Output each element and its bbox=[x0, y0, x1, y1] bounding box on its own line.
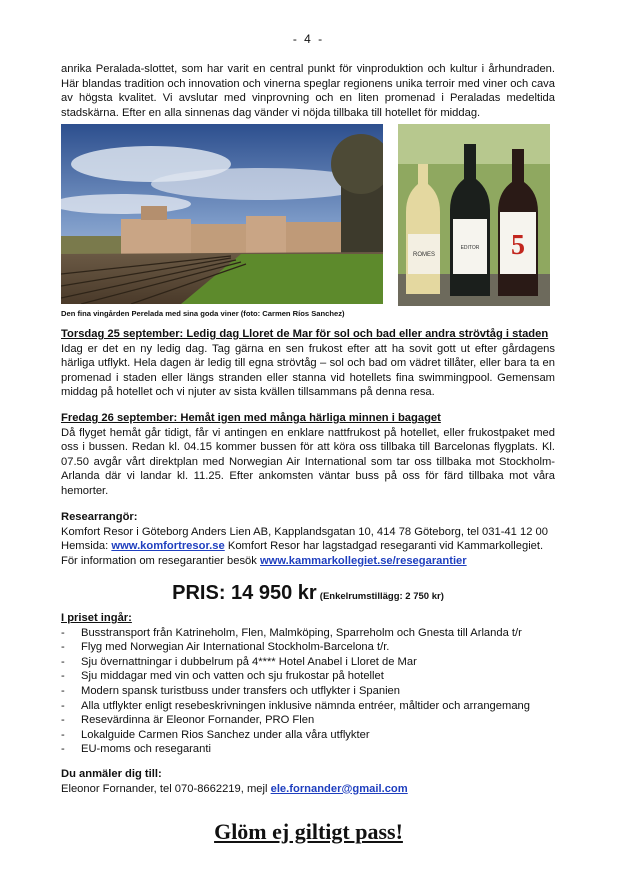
info-label: För information om resegarantier besök bbox=[61, 554, 260, 567]
vineyard-photo bbox=[61, 124, 383, 304]
organizer-section bbox=[61, 510, 555, 568]
wine-label-3: 5 bbox=[511, 230, 525, 261]
thursday-text: Idag er det en ny ledig dag. Tag gärna en sen frukost efter att ha sovit gott ut efter gårdagens härliga utflykt. Hela dagen är ledig till egna strövtåg – sol och bad om vädret tillåter, eller bara ta en promenad i staden eller längs stranden eller stanna vid hotellets fina swimmingpool. Gemensam middag på hotellet och vi njuter av sista kvällen tillsammans på denna resa. bbox=[61, 342, 555, 399]
list-item: - Lokalguide Carmen Rios Sanchez under alla våra utflykter bbox=[61, 728, 555, 743]
price: PRIS: 14 950 kr bbox=[172, 582, 317, 604]
included-heading: I priset ingår: bbox=[61, 612, 132, 624]
wine-label-2: EDITOR bbox=[460, 245, 480, 251]
email-link[interactable]: ele.fornander@gmail.com bbox=[270, 782, 408, 795]
included-section bbox=[61, 611, 555, 757]
resegaranti-link[interactable]: www.kammarkollegiet.se/resegarantier bbox=[259, 554, 467, 567]
organizer-heading: Researrangör: bbox=[61, 511, 138, 523]
list-item: - Resevärdinna är Eleonor Fornander, PRO Flen bbox=[61, 713, 555, 728]
friday-title: Fredag 26 september: Hemåt igen med många härliga minnen i bagaget bbox=[61, 412, 441, 424]
list-item: - EU-moms och resegaranti bbox=[61, 742, 555, 757]
wine-label-1: ROMES bbox=[412, 252, 436, 258]
signup-contact-line bbox=[61, 782, 555, 797]
list-item: - Alla utflykter enligt resebeskrivningen inklusive nämnda entréer, måltider och arrangemang bbox=[61, 699, 555, 714]
price-line bbox=[61, 582, 555, 605]
photo-caption: Den fina vingården Perelada med sina goda viner (foto: Carmen Ríos Sanchez) bbox=[61, 309, 345, 318]
page-number: - 4 - bbox=[292, 32, 325, 46]
signup-contact: Eleonor Fornander, tel 070-8662219, mejl bbox=[61, 782, 271, 795]
passport-reminder: Glöm ej giltigt pass! bbox=[214, 819, 403, 844]
thursday-title: Torsdag 25 september: Ledig dag Lloret de Mar för sol och bad eller andra strövtåg i staden bbox=[61, 328, 549, 340]
friday-text: Då flyget hemåt går tidigt, får vi antingen en enklare nattfrukost på hotellet, eller frukostpaket med oss i bussen. Redan kl. 04.15 kommer bussen för att köra oss tillbaka till Barcelonas flygplats. Kl. 07.50 avgår vårt direktplan med Norwegian Air International som tar oss tillbaka mot Stockholm-Arlanda där vi landar kl. 11.25. Efter ankomsten väntar buss på oss för färd tillbaka mot våra hemorter. bbox=[61, 426, 555, 497]
website-suffix: Komfort Resor har lagstadgad resegaranti vid Kammarkollegiet. bbox=[224, 540, 544, 553]
signup-heading: Du anmäler dig till: bbox=[61, 768, 162, 780]
single-room-supplement: (Enkelrumstillägg: 2 750 kr) bbox=[319, 591, 444, 602]
wine-bottles-illustration bbox=[398, 124, 550, 306]
website-link[interactable]: www.komfortresor.se bbox=[111, 540, 225, 553]
friday-section bbox=[61, 411, 555, 499]
included-list bbox=[61, 626, 555, 757]
wine-bottles-photo bbox=[398, 124, 550, 306]
signup-section bbox=[61, 767, 555, 796]
organizer-info-line bbox=[61, 554, 555, 569]
vineyard-illustration bbox=[61, 124, 383, 304]
organizer-address: Komfort Resor i Göteborg Anders Lien AB, Kapplandsgatan 10, 414 78 Göteborg, tel 031-41 12 00 bbox=[61, 525, 548, 538]
list-item: - Modern spansk turistbuss under transfers och utflykter i Spanien bbox=[61, 684, 555, 699]
list-item: - Flyg med Norwegian Air International Stockholm-Barcelona t/r. bbox=[61, 640, 555, 655]
list-item: - Busstransport från Katrineholm, Flen, Malmköping, Sparreholm och Gnesta till Arlanda t/r bbox=[61, 626, 555, 641]
website-label: Hemsida: bbox=[61, 540, 112, 553]
list-item: - Sju middagar med vin och vatten och sju frukostar på hotellet bbox=[61, 669, 555, 684]
intro-paragraph: anrika Peralada-slottet, som har varit en central punkt för vinproduktion och kultur i århundraden. Här blandas tradition och innovation och vinerna speglar regionens unika terroir med viner och cava av högsta kvalitet. Vi avslutar med vinprovning och en liten promenad i Peraladas medeltida stadskärna. Efter en alla sinnenas dag vänder vi nöjda tillbaka till hotellet för middag. bbox=[61, 63, 555, 119]
thursday-section bbox=[61, 327, 555, 400]
list-item: - Sju övernattningar i dubbelrum på 4**** Hotel Anabel i Lloret de Mar bbox=[61, 655, 555, 670]
organizer-website-line bbox=[61, 539, 555, 554]
